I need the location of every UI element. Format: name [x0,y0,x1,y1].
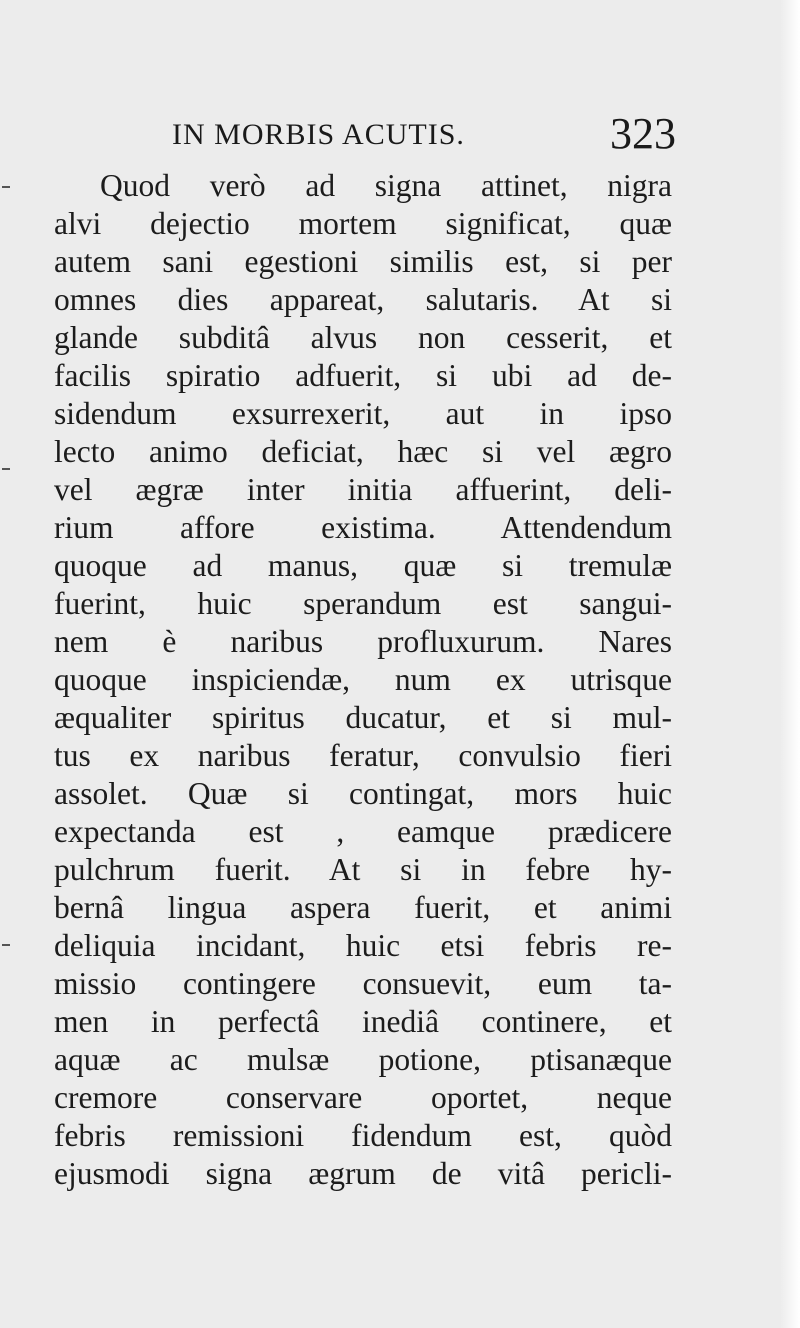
text-line: tus ex naribus feratur, convulsio fieri [54,738,672,773]
text-line: fuerint, huic sperandum est sangui- [54,586,672,621]
text-line: men in perfectâ inediâ continere, et [54,1004,672,1039]
text-line: assolet. Quæ si contingat, mors huic [54,776,672,811]
text-line: Quod verò ad signa attinet, nigra [100,168,672,203]
text-line: expectanda est , eamque prædicere [54,814,672,849]
text-line: missio contingere consuevit, eum ta- [54,966,672,1001]
text-line: lecto animo deficiat, hæc si vel ægro [54,434,672,469]
page-edge [780,0,800,1328]
text-line: vel ægræ inter initia affuerint, deli- [54,472,672,507]
text-line: sidendum exsurrexerit, aut in ipso [54,396,672,431]
page-header [172,108,680,160]
text-line: deliquia incidant, huic etsi febris re- [54,928,672,963]
text-line: rium affore existima. Attendendum [54,510,672,545]
text-line: alvi dejectio mortem significat, quæ [54,206,672,241]
text-line: quoque ad manus, quæ si tremulæ [54,548,672,583]
page-number: 323 [610,109,676,158]
text-line: omnes dies appareat, salutaris. At si [54,282,672,317]
text-line: pulchrum fuerit. At si in febre hy- [54,852,672,887]
running-head: IN MORBIS ACUTIS. [172,118,465,151]
margin-mark [2,468,10,470]
text-line: glande subditâ alvus non cesserit, et [54,320,672,355]
body-text [54,167,672,1193]
text-line: facilis spiratio adfuerit, si ubi ad de- [54,358,672,393]
margin-mark [2,944,10,946]
margin-mark [2,186,10,188]
text-line: febris remissioni fidendum est, quòd [54,1118,672,1153]
text-line: æqualiter spiritus ducatur, et si mul- [54,700,672,735]
text-line: autem sani egestioni similis est, si per [54,244,672,279]
text-line: nem è naribus profluxurum. Nares [54,624,672,659]
text-line: aquæ ac mulsæ potione, ptisanæque [54,1042,672,1077]
text-line: bernâ lingua aspera fuerit, et animi [54,890,672,925]
text-line: cremore conservare oportet, neque [54,1080,672,1115]
text-line: quoque inspiciendæ, num ex utrisque [54,662,672,697]
text-line: ejusmodi signa ægrum de vitâ pericli- [54,1156,672,1191]
